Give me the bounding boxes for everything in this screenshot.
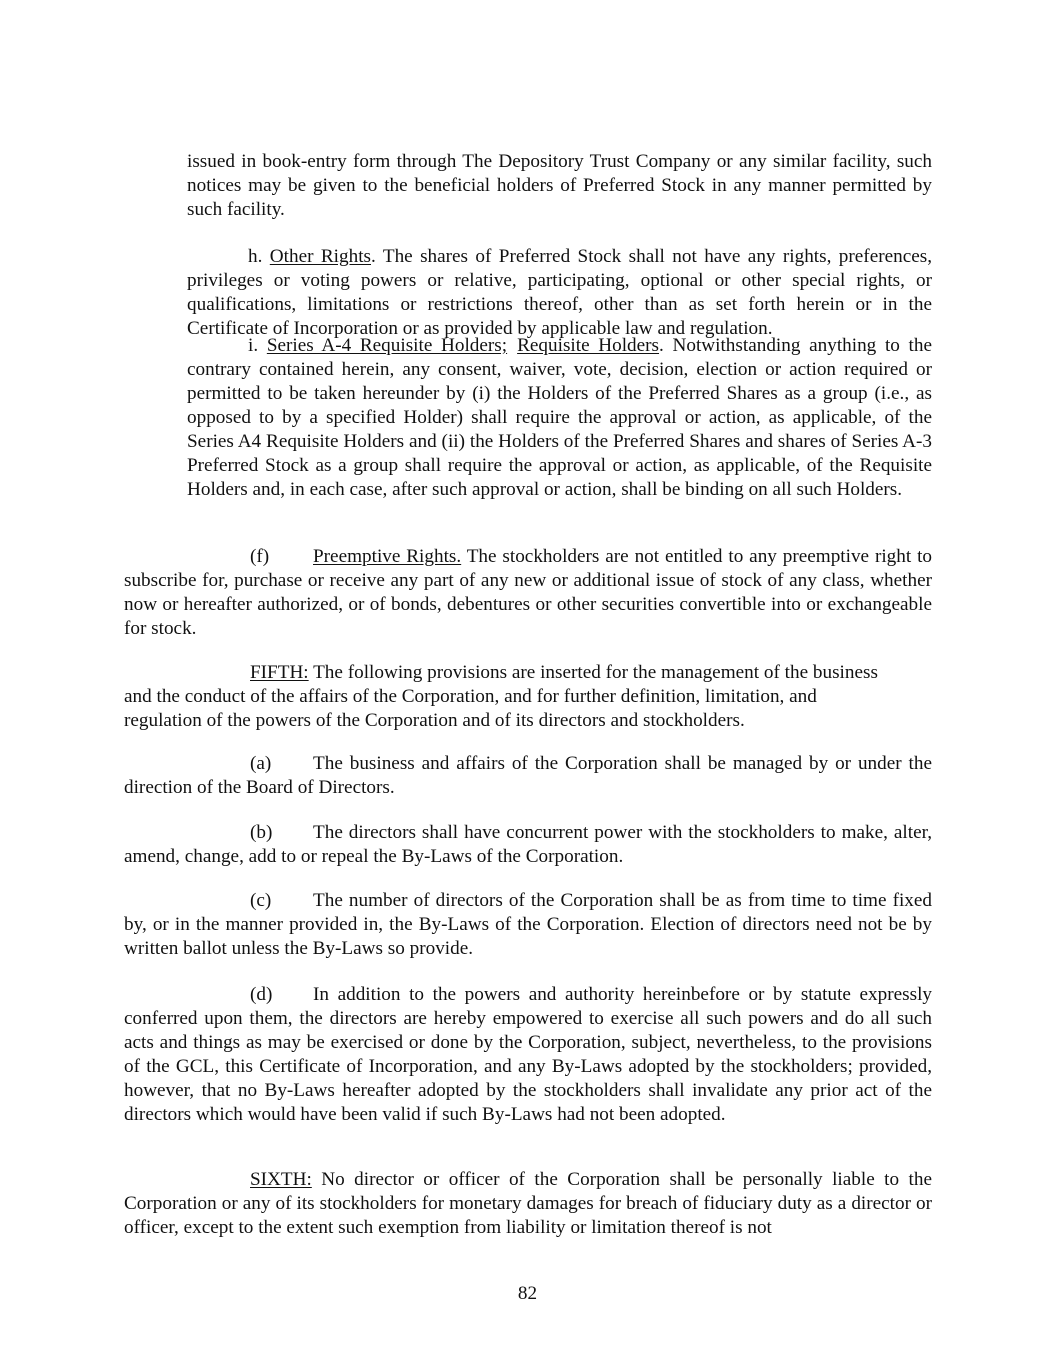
paragraph-marker: (b): [250, 822, 273, 843]
paragraph-text: issued in book-entry form through The Depository Trust Company or any similar facility, such notices may be given to the beneficial holders of Preferred Stock in any manner permitted by such facility.: [187, 151, 932, 220]
paragraph-marker: (a): [250, 753, 272, 774]
section-heading: FIFTH:: [250, 662, 309, 683]
paragraph-text: The number of directors of the Corporation shall be as from time to time fixed by, or in the manner provided in, the By-Laws of the Corporation. Election of directors need not be by written ballot unless the By-Laws so provide.: [124, 890, 932, 959]
paragraph-b: [124, 821, 932, 869]
paragraph-marker: (f): [250, 546, 270, 567]
paragraph-fifth: [124, 661, 932, 733]
paragraph-line: and the conduct of the affairs of the Corporation, and for further definition, limitation, and: [124, 686, 817, 707]
paragraph-sixth: [124, 1168, 932, 1240]
paragraph-line: [124, 661, 932, 685]
paragraph-text: . The shares of Preferred Stock shall not have any rights, preferences, privileges or voting powers or relative, participating, optional or other special rights, or qualifications, limitations or restrictions thereof, other than as set forth herein or in the Certificate of Incorporation or as provided by applicable law and regulation.: [187, 246, 933, 339]
paragraph-h-other-rights: [187, 245, 932, 341]
section-heading: Preemptive Rights.: [313, 546, 462, 567]
paragraph-marker: h.: [248, 246, 263, 267]
section-heading-secondary: Requisite Holders: [517, 335, 660, 356]
paragraph-i-requisite-holders: [187, 334, 932, 502]
paragraph-text: . Notwithstanding anything to the contrary contained herein, any consent, waiver, vote, decision, election or action required or permitted to be taken hereunder by (i) the Holders of the Preferred Shares as a group (i.e., as opposed to by a specified Holder) shall require the approval or action, as applicable, of the Series A4 Requisite Holders and (ii) the Holders of the Preferred Shares and shares of Series A-3 Preferred Stock as a group shall require the approval or action, as applicable, of the Requisite Holders and, in each case, after such approval or action, shall be binding on all such Holders.: [187, 335, 932, 500]
section-heading: SIXTH:: [250, 1169, 312, 1190]
paragraph-line: regulation of the powers of the Corporation and of its directors and stockholders.: [124, 710, 745, 731]
paragraph-marker: i.: [248, 335, 259, 356]
paragraph-marker: (c): [250, 890, 272, 911]
paragraph-continuation: [187, 150, 932, 222]
paragraph-d: [124, 983, 932, 1127]
paragraph-marker: (d): [250, 984, 273, 1005]
paragraph-text: No director or officer of the Corporation shall be personally liable to the Corporation or any of its stockholders for monetary damages for breach of fiduciary duty as a director or officer, except to the extent such exemption from liability or limitation thereof is not: [124, 1169, 932, 1238]
section-heading: Series A-4 Requisite Holders;: [266, 335, 508, 356]
section-heading: Other Rights: [269, 246, 371, 267]
paragraph-text: The stockholders are not entitled to any preemptive right to subscribe for, purchase or receive any part of any new or additional issue of stock of any class, whether now or hereafter authorized, or of bonds, debentures or other securities convertible into or exchangeable for stock.: [124, 546, 932, 639]
paragraph-text: The following provisions are inserted for the management of the business: [308, 662, 878, 683]
page-number: 82: [517, 1283, 538, 1304]
paragraph-text: The business and affairs of the Corporation shall be managed by or under the direction of the Board of Directors.: [124, 753, 932, 798]
paragraph-f-preemptive-rights: [124, 545, 932, 641]
paragraph-text: In addition to the powers and authority hereinbefore or by statute expressly conferred upon them, the directors are hereby empowered to exercise all such powers and do all such acts and things as may be exercised or done by the Corporation, subject, nevertheless, to the provisions of the GCL, this Certificate of Incorporation, and any By-Laws adopted by the stockholders; provided, however, that no By-Laws hereafter adopted by the stockholders shall invalidate any prior act of the directors which would have been valid if such By-Laws had not been adopted.: [124, 984, 932, 1125]
paragraph-a: [124, 752, 932, 800]
paragraph-text: The directors shall have concurrent power with the stockholders to make, alter, amend, change, add to or repeal the By-Laws of the Corporation.: [124, 822, 932, 867]
paragraph-c: [124, 889, 932, 961]
